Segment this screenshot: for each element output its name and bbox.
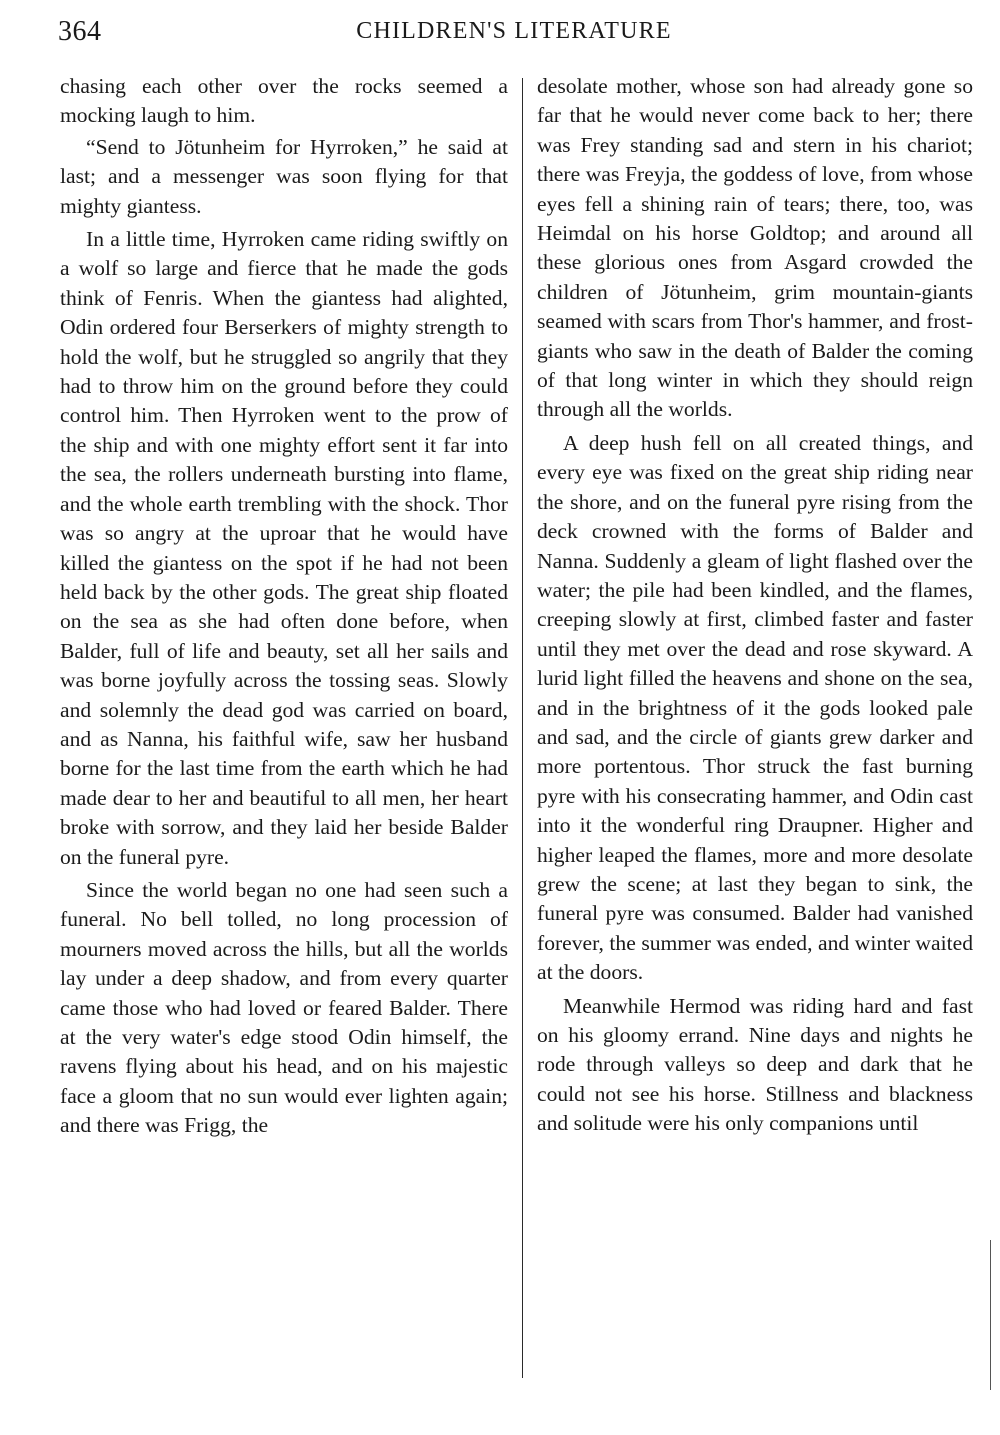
margin-rule [990, 1240, 991, 1390]
column-divider [522, 78, 523, 1378]
paragraph-continuation: desolate mother, whose son had already gone so far that he would never come back to her; there was Frey standing sad and stern in his chariot; there was Freyja, the goddess of love, from whose eyes fell a shining rain of tears; there, too, was Heimdal on his horse Goldtop; and around all these glorious ones from Asgard crowded the children of Jötunheim, grim mountain-giants seamed with scars from Thor's hammer, and frost-giants who saw in the death of Balder the coming of that long winter in which they should reign through all the worlds. [537, 74, 973, 422]
paragraph: In a little time, Hyrroken came riding swiftly on a wolf so large and fierce that he made the gods think of Fenris. When the giantess had alighted, Odin ordered four Berserkers of mighty strength to hold the wolf, but he struggled so angrily that they had to throw him on the ground before they could control him. Then Hyrroken went to the prow of the ship and with one mighty effort sent it far into the sea, the rollers underneath bursting into flame, and the whole earth trembling with the shock. Thor was so angry at the uproar that he would have killed the giantess on the spot if he had not been held back by the other gods. The great ship floated on the sea as she had often done before, when Balder, full of life and beauty, set all her sails and was borne joyfully across the tossing seas. Slowly and solemnly the dead god was carried on board, and as Nanna, his faithful wife, saw her husband borne for the last time from the earth which he had made dear to her and beautiful to all men, her heart broke with sorrow, and they laid her beside Balder on the funeral pyre. [60, 227, 508, 869]
paragraph: “Send to Jötunheim for Hyrroken,” he said at last; and a messenger was soon flying for that mighty giantess. [60, 134, 508, 218]
paragraph: Since the world began no one had seen such a funeral. No bell tolled, no long procession of mourners moved across the hills, but all the worlds lay under a deep shadow, and from every quarter came those who had loved or feared Balder. There at the very water's edge stood Odin himself, the ravens flying about his head, and on his majestic face a gloom that no sun would ever lighten again; and there was Frigg, the [60, 877, 508, 1138]
running-head: CHILDREN'S LITERATURE [356, 18, 672, 44]
paragraph: Meanwhile Hermod was riding hard and fast on his gloomy errand. Nine days and nights he rode through valleys so deep and dark that he could not see his horse. Stillness and blackness and solitude were his only companions until [537, 993, 973, 1136]
paragraph-continuation: chasing each other over the rocks seemed a mocking laugh to him. [60, 74, 508, 128]
left-column [60, 72, 508, 1141]
page-header [58, 14, 970, 54]
paragraph: A deep hush fell on all created things, and every eye was fixed on the great ship riding near the shore, and on the funeral pyre rising from the deck crowned with the forms of Balder and Nanna. Suddenly a gleam of light flashed over the water; the pile had been kindled, and the flames, creeping slowly at first, climbed faster and faster until they met over the dead and rose skyward. A lurid light filled the heavens and shone on the sea, and in the brightness of it the gods looked pale and sad, and the circle of giants grew darker and more portentous. Thor struck the fast burning pyre with his consecrating hammer, and Odin cast into it the wonderful ring Draupner. Higher and higher leaped the flames, more and more desolate grew the scene; at last they began to sink, the funeral pyre was consumed. Balder had vanished forever, the summer was ended, and winter waited at the doors. [537, 430, 973, 985]
page-number: 364 [58, 16, 102, 47]
right-column [537, 72, 973, 1139]
